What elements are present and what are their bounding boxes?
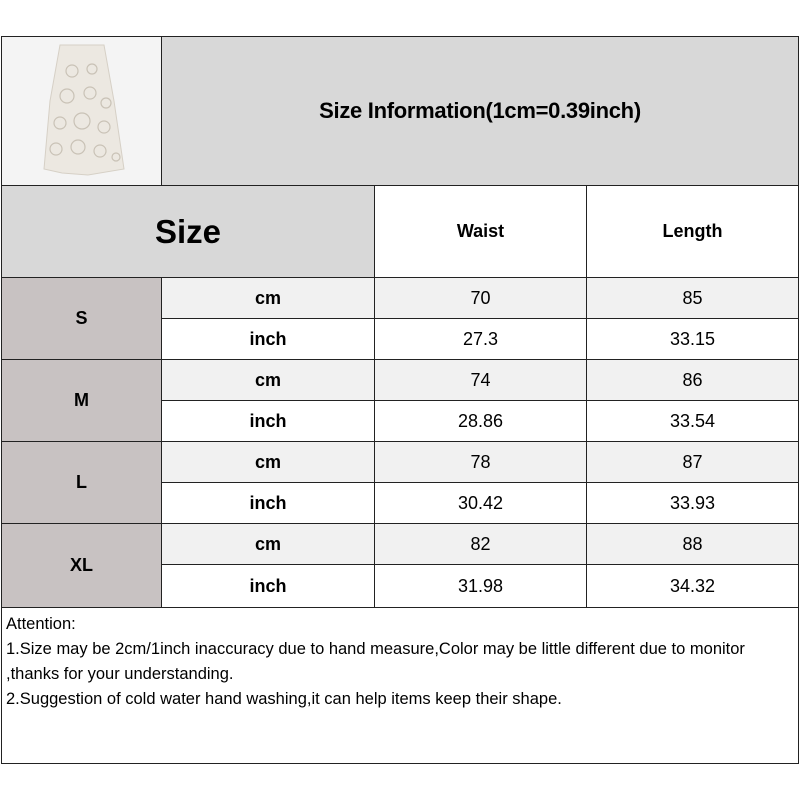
- length-value: 88: [682, 533, 703, 554]
- size-label-cell: [1, 277, 162, 360]
- unit-label: inch: [249, 328, 287, 349]
- waist-value-cell: [374, 318, 587, 360]
- length-value-cell: [586, 400, 799, 442]
- length-value: 33.93: [669, 492, 716, 513]
- waist-value-cell: [374, 523, 587, 565]
- size-label-cell: [1, 359, 162, 442]
- chart-title: Size Information(1cm=0.39inch): [319, 98, 641, 123]
- attention-line-1: 1.Size may be 2cm/1inch inaccuracy due to hand measure,Color may be little different due to monitor ,thanks for your understanding.: [6, 640, 745, 683]
- unit-cell: [161, 277, 375, 319]
- unit-cell: [161, 359, 375, 401]
- waist-value-cell: [374, 441, 587, 483]
- attention-heading: Attention:: [6, 615, 76, 633]
- unit-label: cm: [254, 451, 281, 472]
- length-value-cell: [586, 277, 799, 319]
- length-value: 34.32: [669, 575, 716, 596]
- unit-cell: [161, 318, 375, 360]
- unit-cell: [161, 523, 375, 565]
- waist-value: 30.42: [457, 492, 504, 513]
- length-value: 85: [682, 287, 703, 308]
- size-header: Size: [154, 212, 222, 250]
- unit-cell: [161, 400, 375, 442]
- waist-value: 28.86: [457, 410, 504, 431]
- unit-label: inch: [249, 410, 287, 431]
- waist-value: 27.3: [462, 328, 499, 349]
- unit-label: cm: [254, 369, 281, 390]
- size-label: M: [74, 390, 89, 410]
- size-label: XL: [69, 555, 93, 575]
- length-value: 86: [682, 369, 703, 390]
- waist-value: 74: [470, 369, 491, 390]
- length-value-cell: [586, 482, 799, 524]
- unit-cell: [161, 482, 375, 524]
- size-chart: [0, 36, 800, 764]
- attention-line-2: 2.Suggestion of cold water hand washing,it can help items keep their shape.: [6, 690, 562, 708]
- waist-value: 78: [470, 451, 491, 472]
- skirt-image-icon: [22, 41, 142, 181]
- size-label: S: [75, 308, 88, 328]
- length-value: 33.15: [669, 328, 716, 349]
- unit-label: inch: [249, 575, 287, 596]
- length-value-cell: [586, 359, 799, 401]
- waist-header: Waist: [456, 221, 505, 241]
- length-value-cell: [586, 564, 799, 608]
- waist-header-cell: [374, 185, 587, 278]
- size-header-cell: [1, 185, 375, 278]
- unit-label: cm: [254, 287, 281, 308]
- size-label-cell: [1, 523, 162, 608]
- waist-value: 82: [470, 533, 491, 554]
- length-value-cell: [586, 523, 799, 565]
- waist-value-cell: [374, 359, 587, 401]
- unit-cell: [161, 441, 375, 483]
- size-label-cell: [1, 441, 162, 524]
- waist-value-cell: [374, 482, 587, 524]
- unit-cell: [161, 564, 375, 608]
- length-value-cell: [586, 318, 799, 360]
- length-value-cell: [586, 441, 799, 483]
- length-header: Length: [662, 221, 723, 241]
- length-header-cell: [586, 185, 799, 278]
- waist-value: 70: [470, 287, 491, 308]
- waist-value: 31.98: [457, 575, 504, 596]
- waist-value-cell: [374, 564, 587, 608]
- length-value: 87: [682, 451, 703, 472]
- attention-notes: [1, 607, 799, 764]
- size-label: L: [76, 472, 87, 492]
- unit-label: inch: [249, 492, 287, 513]
- product-image: [1, 36, 162, 186]
- unit-label: cm: [254, 533, 281, 554]
- waist-value-cell: [374, 400, 587, 442]
- length-value: 33.54: [669, 410, 716, 431]
- chart-title-cell: [161, 36, 799, 186]
- waist-value-cell: [374, 277, 587, 319]
